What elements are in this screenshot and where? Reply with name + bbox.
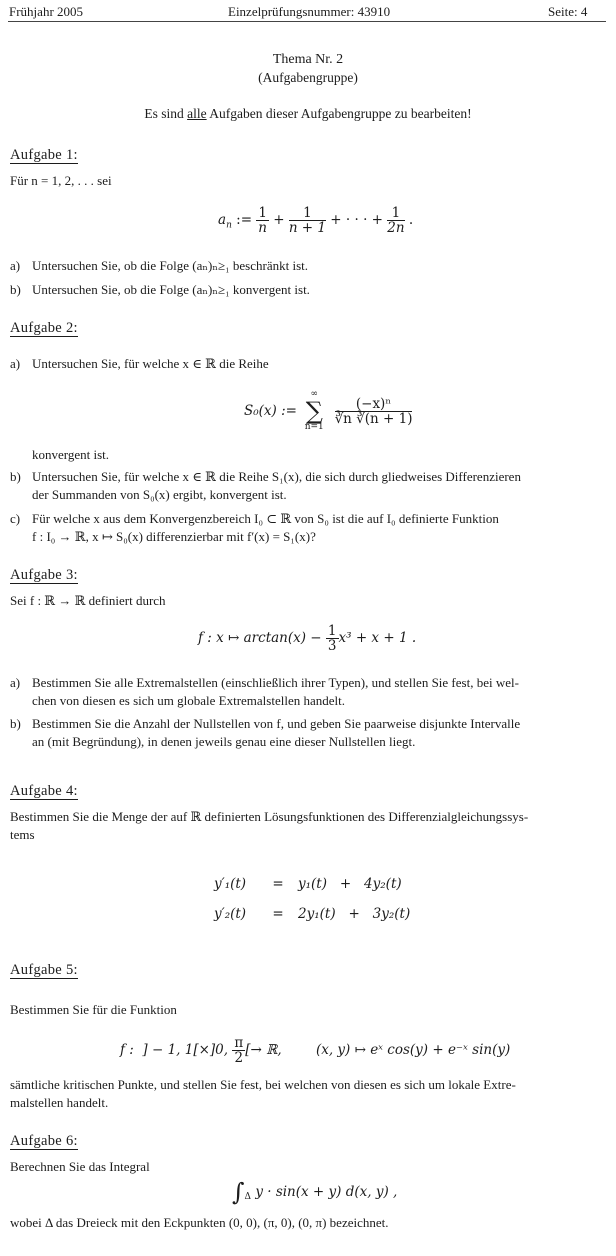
task-6-integral: $\int_\Delta$ y · sin(x + y) d(x, y) , (232, 1178, 398, 1206)
task-5-intro: Bestimmen Sie für die Funktion (10, 1002, 177, 1017)
task-2-part-b: b) Untersuchen Sie, für welche x ∈ ℝ die Reihe S₁(x), die sich durch gliedweises Differenzieren der Summanden von S₀(x) ergibt, konvergent ist. (10, 469, 521, 502)
task-3-heading: Aufgabe 3: (10, 567, 78, 583)
task-2-heading: Aufgabe 2: (10, 320, 78, 336)
instruction: Es sind alle Aufgaben dieser Aufgabengruppe zu bearbeiten! (144, 106, 472, 121)
task-2-part-a-end: konvergent ist. (32, 447, 110, 462)
task-1-intro: Für n = 1, 2, . . . sei (10, 173, 112, 188)
task-5-text: sämtliche kritischen Punkte, und stellen Sie fest, bei welchen von diesen es sich um lokale Extre- malstellen handelt. (10, 1077, 516, 1110)
task-3-part-a: a) Bestimmen Sie alle Extremalstellen (einschließlich ihrer Typen), und stellen Sie fest, bei wel- chen von diesen es sich um globale Extremalstellen handelt. (10, 675, 519, 708)
task-1-part-b: b) Untersuchen Sie, ob die Folge (aₙ)ₙ≥₁ konvergent ist. (10, 282, 310, 297)
task-5-heading: Aufgabe 5: (10, 962, 78, 978)
header-exam-number: Einzelprüfungsnummer: 43910 (228, 4, 391, 19)
task-4-heading: Aufgabe 4: (10, 783, 78, 799)
page-title: Thema Nr. 2 (272, 52, 344, 67)
task-1-heading: Aufgabe 1: (10, 147, 78, 163)
task-2-part-a: a) Untersuchen Sie, für welche x ∈ ℝ die Reihe (10, 356, 269, 371)
task-4-equation-1: y′₁(t) = y₁(t) + 4y₂(t) (214, 876, 402, 892)
task-2-part-c: c) Für welche x aus dem Konvergenzbereich I₀ ⊂ ℝ von S₀ ist die auf I₀ definierte Funktion f : I₀ → ℝ, x ↦ S₀(x) differenzierbar mit f′(x) = S₁(x)? (10, 511, 499, 544)
task-6-outro: wobei Δ das Dreieck mit den Eckpunkten (0, 0), (π, 0), (0, π) bezeichnet. (10, 1215, 389, 1230)
task-4-equation-2: y′₂(t) = 2y₁(t) + 3y₂(t) (214, 906, 411, 922)
task-6-intro: Berechnen Sie das Integral (10, 1159, 150, 1174)
task-5-formula: f : ] − 1, 1[×]0, $\frac{\pi}{2}$ [→ ℝ, (x, y) ↦ eˣ cos(y) + e⁻ˣ sin(y) (120, 1035, 511, 1066)
task-6-heading: Aufgabe 6: (10, 1133, 78, 1149)
task-2-series: S₀(x) := ∞ ∑ n=1 $\frac{\text{(−x)ⁿ}}{∛n ∛(n + 1)}$ (244, 389, 413, 432)
task-1-part-a: a) Untersuchen Sie, ob die Folge (aₙ)ₙ≥₁ beschränkt ist. (10, 258, 308, 273)
header-page-number: Seite: 4 (548, 4, 588, 19)
task-3-formula: f : x ↦ arctan(x) − $\frac{1}{3}$ x³ + x + 1 . (198, 623, 417, 654)
task-3-intro: Sei f : ℝ → ℝ definiert durch (10, 593, 166, 608)
page-subtitle: (Aufgabengruppe) (258, 70, 358, 85)
task-1-formula: $a_n$ := $\frac{1}{n}$ + $\frac{1}{n + 1}$ + · · · + $\frac{1}{2n}$ . (218, 205, 414, 236)
task-4-text: Bestimmen Sie die Menge der auf ℝ definierten Lösungsfunktionen des Differenzialgleichungssys- tems (10, 809, 529, 842)
header-date: Frühjahr 2005 (9, 4, 84, 19)
task-3-part-b: b) Bestimmen Sie die Anzahl der Nullstellen von f, und geben Sie paarweise disjunkte Intervalle an (mit Begründung), in denen jeweils genau eine dieser Nullstellen liegt. (10, 716, 521, 749)
header-rule (8, 21, 606, 22)
